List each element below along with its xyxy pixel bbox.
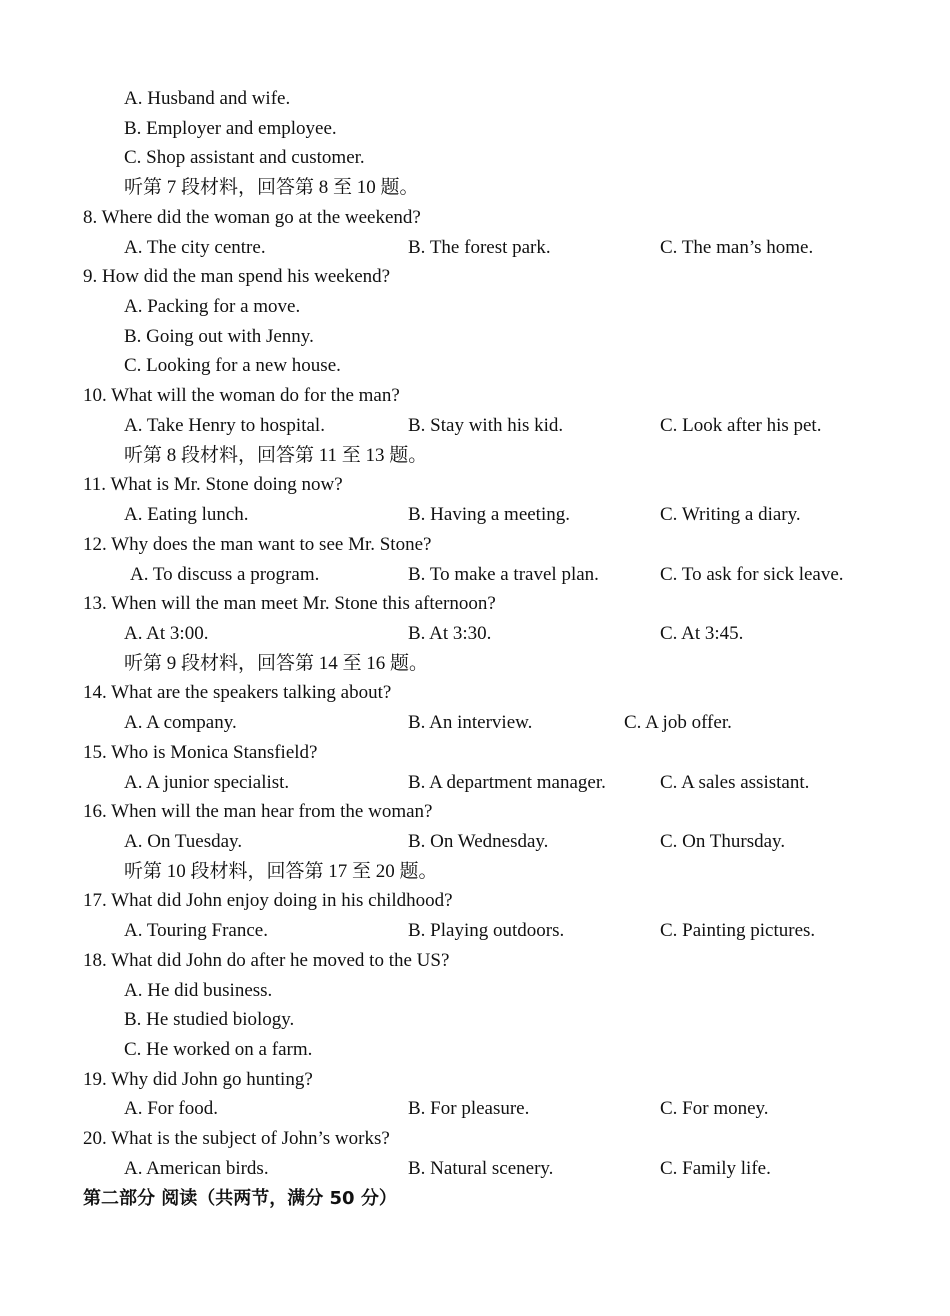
q17-option-b: B. Playing outdoors. xyxy=(408,920,565,942)
section-instruction-10: 听第 10 段材料，回答第 17 至 20 题。 xyxy=(124,860,438,882)
q18-option-c: C. He worked on a farm. xyxy=(124,1039,313,1060)
question-8: 8. Where did the woman go at the weekend? xyxy=(83,206,421,228)
section-instruction-8: 听第 8 段材料，回答第 11 至 13 题。 xyxy=(124,444,428,466)
q11-option-c: C. Writing a diary. xyxy=(660,504,801,526)
q12-option-b: B. To make a travel plan. xyxy=(408,563,599,585)
q9-option-b: B. Going out with Jenny. xyxy=(124,325,314,347)
q19-option-a: A. For food. xyxy=(124,1098,218,1120)
question-13: 13. When will the man meet Mr. Stone this afternoon? xyxy=(83,593,496,615)
question-12-options xyxy=(0,560,950,590)
q9-option-a: A. Packing for a move. xyxy=(124,296,301,318)
q17-option-c: C. Painting pictures. xyxy=(660,920,816,942)
q7-option-c: C. Shop assistant and customer. xyxy=(124,147,365,169)
question-15-options xyxy=(0,768,950,798)
q11-option-b: B. Having a meeting. xyxy=(408,504,570,526)
q8-option-b: B. The forest park. xyxy=(408,236,551,258)
q10-option-a: A. Take Henry to hospital. xyxy=(124,414,325,436)
q16-option-b: B. On Wednesday. xyxy=(408,830,549,852)
q9-option-c: C. Looking for a new house. xyxy=(124,355,341,377)
q18-option-b: B. He studied biology. xyxy=(124,1009,295,1031)
question-19: 19. Why did John go hunting? xyxy=(83,1068,313,1090)
q14-option-a: A. A company. xyxy=(124,712,237,734)
question-8-options xyxy=(0,233,950,263)
q15-option-a: A. A junior specialist. xyxy=(124,771,290,793)
q20-option-b: B. Natural scenery. xyxy=(408,1157,554,1179)
q19-option-c: C. For money. xyxy=(660,1098,769,1120)
q13-option-a: A. At 3:00. xyxy=(124,622,209,644)
q18-option-a: A. He did business. xyxy=(124,979,273,1001)
question-17: 17. What did John enjoy doing in his childhood? xyxy=(83,890,453,912)
q13-option-b: B. At 3:30. xyxy=(408,622,492,644)
q14-option-c: C. A job offer. xyxy=(624,712,732,734)
question-10: 10. What will the woman do for the man? xyxy=(83,385,400,407)
question-20-options xyxy=(0,1154,950,1184)
question-16: 16. When will the man hear from the woman? xyxy=(83,801,433,823)
q10-option-b: B. Stay with his kid. xyxy=(408,414,564,436)
question-17-options xyxy=(0,916,950,946)
question-18: 18. What did John do after he moved to the US? xyxy=(83,949,450,971)
question-20: 20. What is the subject of John’s works? xyxy=(83,1128,390,1150)
q10-option-c: C. Look after his pet. xyxy=(660,414,822,436)
q15-option-b: B. A department manager. xyxy=(408,771,606,793)
q7-option-a: A. Husband and wife. xyxy=(124,88,291,109)
question-11-options xyxy=(0,500,950,530)
q8-option-c: C. The man’s home. xyxy=(660,236,814,258)
question-11: 11. What is Mr. Stone doing now? xyxy=(83,474,343,496)
q14-option-b: B. An interview. xyxy=(408,712,533,734)
q8-option-a: A. The city centre. xyxy=(124,236,266,258)
q11-option-a: A. Eating lunch. xyxy=(124,504,249,526)
q12-option-a: A. To discuss a program. xyxy=(130,563,320,585)
question-16-options xyxy=(0,827,950,857)
question-14-options xyxy=(0,708,950,738)
section-instruction-9: 听第 9 段材料，回答第 14 至 16 题。 xyxy=(124,652,429,674)
q19-option-b: B. For pleasure. xyxy=(408,1098,530,1120)
q12-option-c: C. To ask for sick leave. xyxy=(660,563,844,585)
question-10-options xyxy=(0,411,950,441)
q20-option-c: C. Family life. xyxy=(660,1157,771,1179)
question-14: 14. What are the speakers talking about? xyxy=(83,682,392,704)
exam-page xyxy=(0,84,950,1213)
q16-option-c: C. On Thursday. xyxy=(660,830,786,852)
q20-option-a: A. American birds. xyxy=(124,1157,269,1179)
q7-option-b: B. Employer and employee. xyxy=(124,117,337,139)
q16-option-a: A. On Tuesday. xyxy=(124,830,243,852)
question-19-options xyxy=(0,1094,950,1124)
question-9: 9. How did the man spend his weekend? xyxy=(83,266,391,288)
part-two-heading: 第二部分 阅读（共两节，满分 50 分） xyxy=(83,1187,397,1209)
q15-option-c: C. A sales assistant. xyxy=(660,771,810,793)
section-instruction-7: 听第 7 段材料，回答第 8 至 10 题。 xyxy=(124,177,419,199)
q13-option-c: C. At 3:45. xyxy=(660,622,744,644)
question-15: 15. Who is Monica Stansfield? xyxy=(83,741,318,763)
question-13-options xyxy=(0,619,950,649)
question-12: 12. Why does the man want to see Mr. Stone? xyxy=(83,533,432,555)
q17-option-a: A. Touring France. xyxy=(124,920,268,942)
